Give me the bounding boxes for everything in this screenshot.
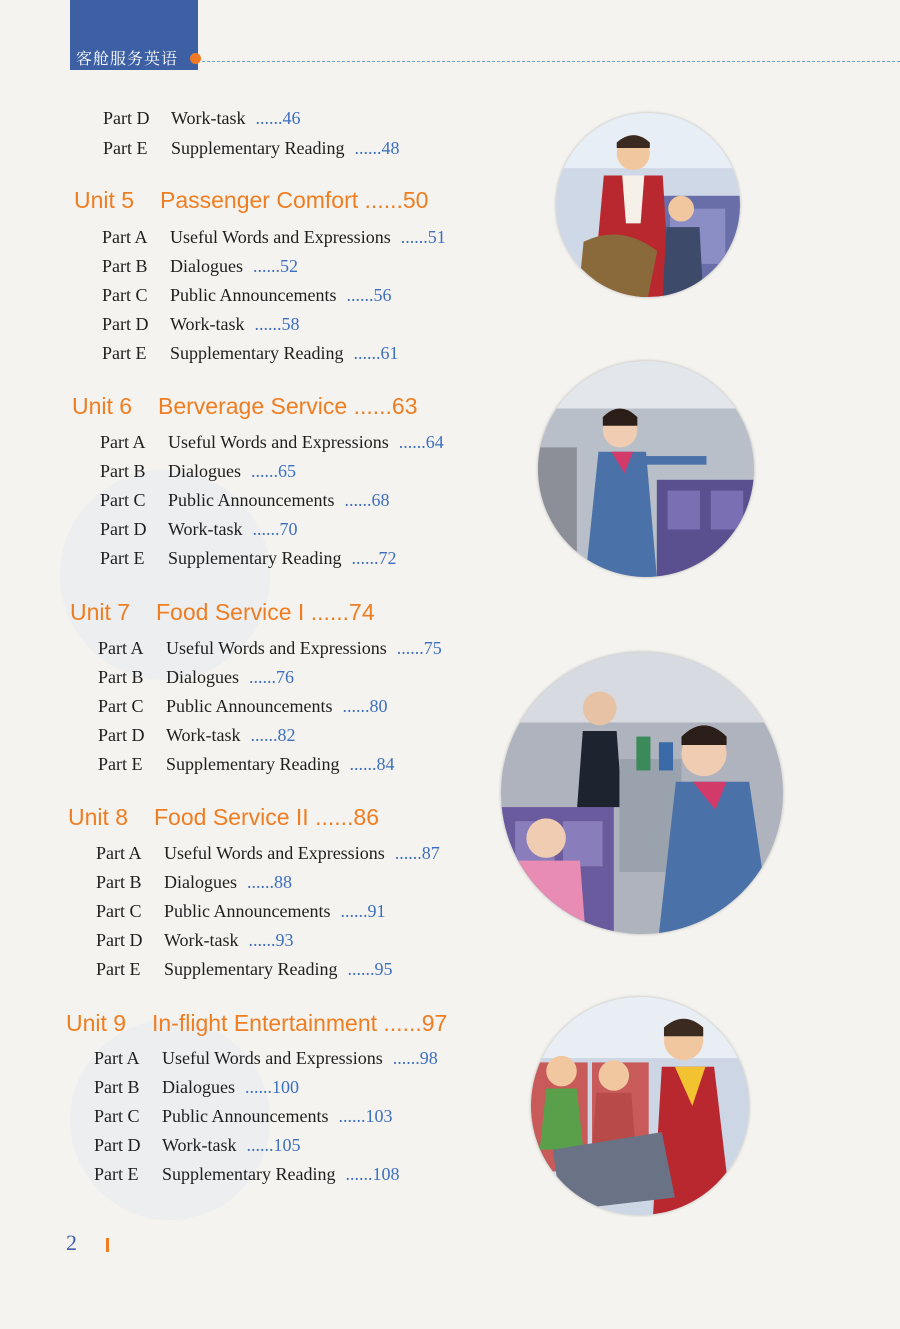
part-page: ......64 — [398, 432, 444, 452]
part-label: Part B — [102, 256, 148, 276]
part-page: ......80 — [342, 696, 388, 716]
part-title: Dialogues — [168, 461, 241, 481]
part-title: Public Announcements — [168, 490, 335, 510]
header-dot-icon — [190, 53, 201, 64]
part-page: ......68 — [344, 490, 390, 510]
toc-part[interactable] — [102, 314, 300, 335]
unit-page: ......50 — [364, 187, 429, 213]
part-label: Part A — [94, 1048, 140, 1068]
part-title: Useful Words and Expressions — [170, 227, 391, 247]
part-label: Part C — [98, 696, 144, 716]
toc-part[interactable] — [100, 490, 389, 511]
unit-heading[interactable] — [70, 599, 375, 626]
unit-number: Unit 6 — [72, 393, 133, 419]
unit-heading[interactable] — [72, 393, 418, 420]
part-page: ......76 — [248, 667, 294, 687]
toc-part[interactable] — [102, 227, 446, 248]
part-title: Work-task — [166, 725, 241, 745]
part-title: Dialogues — [164, 872, 237, 892]
part-label: Part B — [94, 1077, 140, 1097]
toc-part[interactable] — [103, 108, 301, 129]
part-title: Useful Words and Expressions — [168, 432, 389, 452]
part-title: Supplementary Reading — [164, 959, 338, 979]
part-page: ......82 — [250, 725, 296, 745]
part-label: Part D — [98, 725, 145, 745]
unit-number: Unit 5 — [74, 187, 135, 213]
part-title: Work-task — [164, 930, 239, 950]
part-page: ......98 — [392, 1048, 438, 1068]
toc-part[interactable] — [94, 1077, 299, 1098]
unit-heading[interactable] — [74, 187, 428, 214]
part-page: ......46 — [255, 108, 301, 128]
part-title: Useful Words and Expressions — [164, 843, 385, 863]
toc-part[interactable] — [96, 872, 292, 893]
unit-number: Unit 7 — [70, 599, 131, 625]
part-page: ......91 — [340, 901, 386, 921]
part-title: Dialogues — [162, 1077, 235, 1097]
part-label: Part D — [102, 314, 149, 334]
part-title: Public Announcements — [164, 901, 331, 921]
part-title: Supplementary Reading — [170, 343, 344, 363]
toc-part[interactable] — [96, 930, 294, 951]
part-label: Part E — [103, 138, 148, 158]
part-label: Part C — [100, 490, 146, 510]
part-title: Work-task — [168, 519, 243, 539]
part-page: ......70 — [252, 519, 298, 539]
toc-part[interactable] — [100, 461, 296, 482]
part-label: Part C — [94, 1106, 140, 1126]
toc-part[interactable] — [102, 285, 391, 306]
part-page: ......84 — [349, 754, 395, 774]
part-page: ......75 — [396, 638, 442, 658]
toc-part[interactable] — [98, 754, 394, 775]
part-title: Work-task — [171, 108, 246, 128]
part-page: ......87 — [394, 843, 440, 863]
toc-part[interactable] — [96, 843, 440, 864]
illustration-attendant-helping-passenger — [556, 113, 740, 297]
header-title: 客舱服务英语 — [76, 49, 179, 68]
part-label: Part E — [102, 343, 147, 363]
unit-number: Unit 9 — [66, 1010, 127, 1036]
toc-part[interactable] — [103, 138, 399, 159]
part-page: ......58 — [254, 314, 300, 334]
part-label: Part A — [98, 638, 144, 658]
part-page: ......95 — [347, 959, 393, 979]
part-title: Dialogues — [170, 256, 243, 276]
part-title: Public Announcements — [166, 696, 333, 716]
toc-part[interactable] — [94, 1048, 438, 1069]
header-divider — [202, 61, 900, 62]
part-title: Supplementary Reading — [162, 1164, 336, 1184]
part-page: ......51 — [400, 227, 446, 247]
illustration-attendant-with-blanket — [531, 997, 749, 1215]
unit-heading[interactable] — [68, 804, 379, 831]
part-page: ......100 — [244, 1077, 299, 1097]
part-title: Dialogues — [166, 667, 239, 687]
toc-part[interactable] — [96, 901, 385, 922]
unit-title: Berverage Service — [158, 393, 348, 419]
part-label: Part A — [102, 227, 148, 247]
part-title: Work-task — [162, 1135, 237, 1155]
part-title: Useful Words and Expressions — [166, 638, 387, 658]
part-label: Part A — [100, 432, 146, 452]
part-label: Part D — [94, 1135, 141, 1155]
part-label: Part C — [96, 901, 142, 921]
photo-beverage-service — [538, 361, 754, 577]
part-label: Part D — [96, 930, 143, 950]
part-title: Public Announcements — [170, 285, 337, 305]
toc-part[interactable] — [96, 959, 392, 980]
unit-page: ......63 — [353, 393, 418, 419]
part-title: Useful Words and Expressions — [162, 1048, 383, 1068]
part-page: ......48 — [354, 138, 400, 158]
part-title: Supplementary Reading — [168, 548, 342, 568]
part-label: Part A — [96, 843, 142, 863]
unit-heading[interactable] — [66, 1010, 447, 1037]
part-title: Work-task — [170, 314, 245, 334]
toc-part[interactable] — [100, 519, 298, 540]
part-page: ......108 — [345, 1164, 400, 1184]
part-page: ......103 — [338, 1106, 393, 1126]
toc-part[interactable] — [98, 667, 294, 688]
part-label: Part B — [98, 667, 144, 687]
toc-part[interactable] — [98, 725, 296, 746]
part-page: ......105 — [246, 1135, 301, 1155]
part-title: Public Announcements — [162, 1106, 329, 1126]
part-label: Part E — [100, 548, 145, 568]
toc-part[interactable] — [100, 432, 444, 453]
photo-food-service — [501, 652, 783, 934]
unit-number: Unit 8 — [68, 804, 129, 830]
toc-part[interactable] — [102, 343, 398, 364]
unit-title: Passenger Comfort — [160, 187, 359, 213]
part-label: Part E — [94, 1164, 139, 1184]
toc-part[interactable] — [94, 1135, 301, 1156]
unit-page: ......74 — [310, 599, 375, 625]
toc-part[interactable] — [100, 548, 396, 569]
part-label: Part B — [100, 461, 146, 481]
part-page: ......52 — [252, 256, 298, 276]
part-label: Part E — [96, 959, 141, 979]
toc-part[interactable] — [98, 638, 442, 659]
part-page: ......65 — [250, 461, 296, 481]
page-number: 2 — [66, 1230, 77, 1255]
part-label: Part E — [98, 754, 143, 774]
toc-part[interactable] — [94, 1106, 392, 1127]
part-label: Part D — [100, 519, 147, 539]
toc-part[interactable] — [98, 696, 387, 717]
part-page: ......61 — [353, 343, 399, 363]
part-label: Part C — [102, 285, 148, 305]
part-title: Supplementary Reading — [171, 138, 345, 158]
part-page: ......72 — [351, 548, 397, 568]
page-number-marker — [106, 1238, 109, 1252]
toc-part[interactable] — [94, 1164, 399, 1185]
unit-page: ......97 — [383, 1010, 448, 1036]
part-label: Part B — [96, 872, 142, 892]
unit-title: Food Service I — [156, 599, 305, 625]
part-page: ......56 — [346, 285, 392, 305]
unit-title: In-flight Entertainment — [152, 1010, 378, 1036]
unit-title: Food Service II — [154, 804, 309, 830]
unit-page: ......86 — [315, 804, 380, 830]
part-title: Supplementary Reading — [166, 754, 340, 774]
part-label: Part D — [103, 108, 150, 128]
part-page: ......93 — [248, 930, 294, 950]
part-page: ......88 — [246, 872, 292, 892]
toc-part[interactable] — [102, 256, 298, 277]
